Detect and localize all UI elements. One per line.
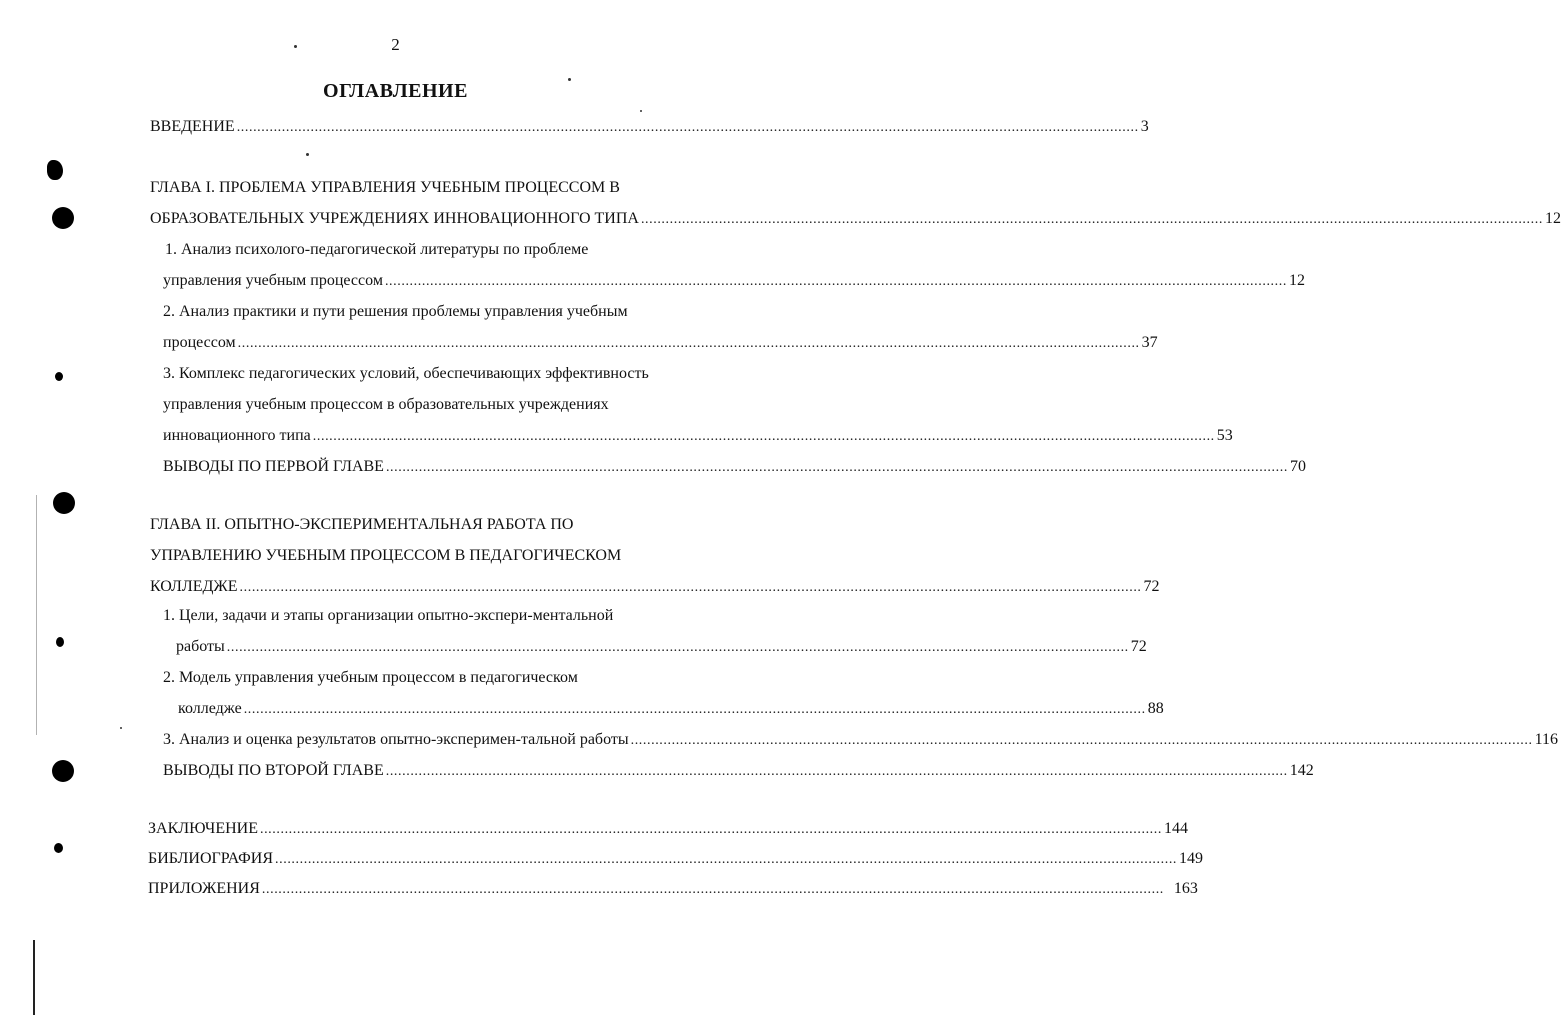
toc-entry-text: работы (176, 638, 225, 655)
dot-leader: ............................................................................................................................................................................................................................ (384, 274, 1287, 289)
toc-entry-text: ВВЕДЕНИЕ (150, 118, 235, 135)
scan-speck (120, 727, 122, 729)
chapter1-section3-line1: 3. Комплекс педагогических условий, обеспечивающих эффективность (163, 365, 649, 382)
toc-entry-appendices (148, 879, 1198, 900)
dot-leader: ............................................................................................................................................................................................................................ (243, 702, 1146, 717)
toc-entry-page: 70 (1289, 458, 1306, 475)
dot-leader: ............................................................................................................................................................................................................................ (385, 460, 1288, 475)
toc-entry-text: управления учебным процессом (163, 272, 383, 289)
scan-speck (294, 45, 297, 48)
dot-leader: ............................................................................................................................................................................................................................ (640, 212, 1543, 227)
dot-leader: ............................................................................................................................................................................................................................ (237, 336, 1140, 351)
page-number: 2 (391, 35, 400, 54)
scan-edge (33, 940, 35, 1015)
toc-entry-text: инновационного типа (163, 427, 311, 444)
chapter2-heading-line2: УПРАВЛЕНИЮ УЧЕБНЫМ ПРОЦЕССОМ В ПЕДАГОГИЧЕСКОМ (150, 547, 622, 564)
scan-mark (55, 372, 63, 381)
toc-entry-chapter1-section2 (163, 333, 1158, 354)
toc-entry-text: ЗАКЛЮЧЕНИЕ (148, 820, 258, 837)
toc-entry-page: 163 (1173, 880, 1198, 897)
toc-entry-text: 3. Анализ и оценка результатов опытно-эксперимен-тальной работы (163, 731, 629, 748)
dot-leader: ............................................................................................................................................................................................................................ (236, 120, 1139, 135)
toc-entry-page: 37 (1141, 334, 1158, 351)
dot-leader: ............................................................................................................................................................................................................................ (259, 822, 1162, 837)
toc-entry-page: 72 (1130, 638, 1147, 655)
toc-entry-page: 53 (1216, 427, 1233, 444)
toc-entry-bibliography (148, 849, 1204, 870)
dot-leader: ............................................................................................................................................................................................................................ (312, 429, 1215, 444)
toc-entry-chapter2-section1 (176, 637, 1147, 658)
scan-speck (306, 153, 309, 156)
toc-entry-page: 72 (1143, 578, 1160, 595)
toc-entry-text: ВЫВОДЫ ПО ВТОРОЙ ГЛАВЕ (163, 762, 384, 779)
dot-leader: ............................................................................................................................................................................................................................ (261, 882, 1164, 897)
toc-entry-page: 3 (1140, 118, 1149, 135)
toc-entry-page: 12 (1288, 272, 1305, 289)
dot-leader: ............................................................................................................................................................................................................................ (275, 852, 1178, 867)
toc-entry-text: процессом (163, 334, 236, 351)
scan-edge (36, 495, 37, 735)
chapter2-section1-line1: 1. Цели, задачи и этапы организации опытно-экспери-ментальной (163, 607, 614, 624)
toc-entry-page: 88 (1147, 700, 1164, 717)
toc-entry-text: ОБРАЗОВАТЕЛЬНЫХ УЧРЕЖДЕНИЯХ ИННОВАЦИОННОГО ТИПА (150, 210, 639, 227)
chapter2-heading-line1: ГЛАВА II. ОПЫТНО-ЭКСПЕРИМЕНТАЛЬНАЯ РАБОТА ПО (150, 516, 574, 533)
toc-entry-text: колледже (178, 700, 242, 717)
chapter2-section2-line1: 2. Модель управления учебным процессом в педагогическом (163, 669, 578, 686)
dot-leader: ............................................................................................................................................................................................................................ (630, 733, 1533, 748)
binder-hole (52, 207, 74, 229)
toc-entry-conclusion (148, 819, 1188, 840)
scan-speck (640, 110, 642, 112)
toc-entry-chapter1-conclusions (163, 457, 1306, 478)
toc-entry-chapter2-section3 (163, 730, 1559, 751)
toc-entry-page: 149 (1179, 850, 1204, 867)
chapter1-section2-line1: 2. Анализ практики и пути решения проблемы управления учебным (163, 303, 628, 320)
toc-entry-text: ПРИЛОЖЕНИЯ (148, 880, 260, 897)
toc-entry-chapter1 (150, 209, 1561, 230)
chapter1-heading-line1: ГЛАВА I. ПРОБЛЕМА УПРАВЛЕНИЯ УЧЕБНЫМ ПРОЦЕССОМ В (150, 179, 620, 196)
toc-entry-page: 116 (1534, 731, 1559, 748)
toc-entry-page: 142 (1289, 762, 1314, 779)
toc-entry-introduction (150, 117, 1149, 138)
toc-entry-chapter2-conclusions (163, 761, 1314, 782)
binder-hole (52, 760, 74, 782)
chapter1-section1-line1: 1. Анализ психолого-педагогической литературы по проблеме (165, 241, 589, 258)
dot-leader: ............................................................................................................................................................................................................................ (226, 640, 1129, 655)
scan-mark (54, 843, 63, 853)
toc-entry-chapter2-section2 (178, 699, 1164, 720)
scan-mark (47, 160, 63, 180)
dot-leader: ............................................................................................................................................................................................................................ (385, 764, 1288, 779)
scan-speck (568, 78, 571, 81)
dot-leader: ............................................................................................................................................................................................................................ (239, 580, 1142, 595)
toc-entry-chapter1-section3 (163, 426, 1233, 447)
toc-title: ОГЛАВЛЕНИЕ (323, 80, 468, 102)
chapter1-section3-line2: управления учебным процессом в образовательных учреждениях (163, 396, 609, 413)
binder-hole (53, 492, 75, 514)
toc-entry-chapter1-section1 (163, 271, 1305, 292)
toc-entry-text: ВЫВОДЫ ПО ПЕРВОЙ ГЛАВЕ (163, 458, 384, 475)
toc-entry-chapter2 (150, 577, 1160, 598)
toc-entry-page: 12 (1544, 210, 1561, 227)
toc-entry-page: 144 (1163, 820, 1188, 837)
toc-entry-text: БИБЛИОГРАФИЯ (148, 850, 274, 867)
toc-entry-text: КОЛЛЕДЖЕ (150, 578, 238, 595)
scan-mark (56, 637, 64, 647)
